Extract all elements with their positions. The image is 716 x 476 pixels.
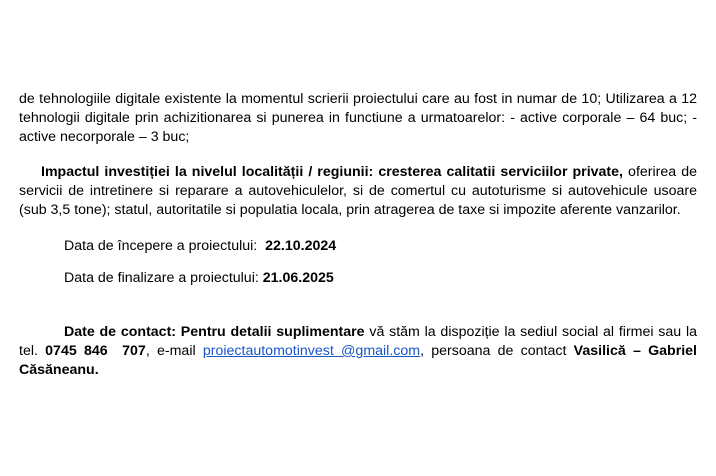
end-date-value: 21.06.2025 [262,270,334,286]
contact-text-3: , persoana de contact [420,343,574,359]
end-date-line [64,269,334,288]
contact-text-1: vă stăm la dispoziție la sediul social al firmei sau la tel. [19,324,697,359]
impact-heading: Impactul investiției la nivelul localității / regiunii: cresterea calitatii serviciilor private, [41,164,623,180]
contact-person: Vasilică – Gabriel Căsăneanu. [19,343,697,378]
investment-impact-paragraph [19,163,697,220]
contact-email-link[interactable]: proiectautomotinvest @gmail.com [202,343,421,359]
contact-paragraph [19,323,697,380]
contact-heading: Date de contact: Pentru detalii suplimentare [64,324,365,340]
digital-technologies-paragraph [19,90,697,147]
start-date-label: Data de începere a proiectului: [64,238,266,254]
end-date-label: Data de finalizare a proiectului: [64,270,263,286]
paragraph-text: de tehnologiile digitale existente la momentul scrierii proiectului care au fost in numar de 10; Utilizarea a 12 tehnologii digitale prin achizitionarea si punerea in functiune a urmatoarelor: - active corporale – 64 buc; - active necorporale – 3 buc; [19,91,697,145]
contact-phone: 0745 846 707 [45,343,146,359]
impact-text: oferirea de servicii de intretinere si reparare a autovehiculelor, si de comertul cu autoturisme si autovehicule usoare (sub 3,5 tone); statul, autoritatile si populatia locala, prin atragerea de taxe si impozite aferente vanzarilor. [19,164,697,218]
contact-text-2: , e-mail [145,343,203,359]
start-date-line [64,237,336,256]
start-date-value: 22.10.2024 [265,238,337,254]
